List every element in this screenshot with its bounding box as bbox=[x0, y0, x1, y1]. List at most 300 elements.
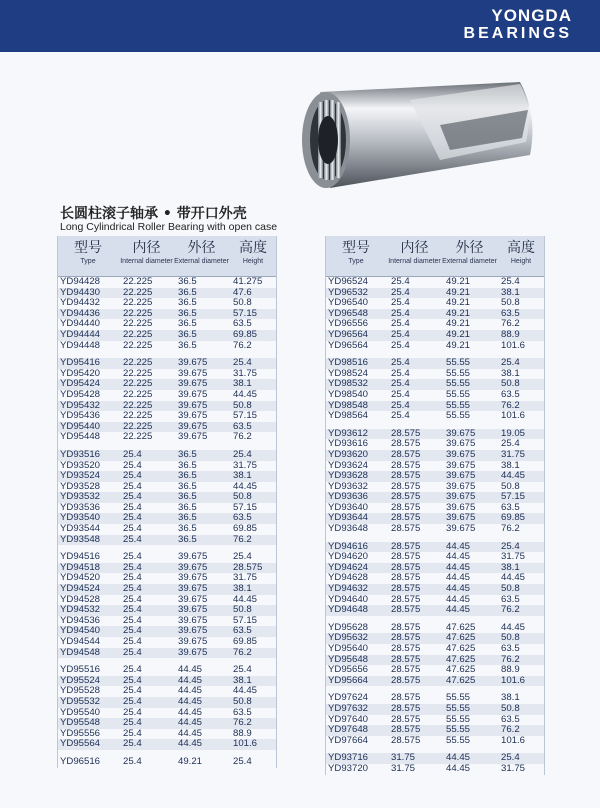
cell-external-diameter: 36.5 bbox=[178, 501, 197, 513]
cell-type: YD94648 bbox=[328, 604, 369, 616]
cell-internal-diameter: 22.225 bbox=[123, 307, 153, 319]
cell-type: YD97664 bbox=[328, 734, 369, 746]
cell-height: 31.75 bbox=[233, 572, 258, 584]
cell-type: YD95516 bbox=[60, 664, 101, 676]
cell-internal-diameter: 22.225 bbox=[123, 276, 153, 287]
cell-type: YD95628 bbox=[328, 621, 369, 633]
cell-internal-diameter: 22.225 bbox=[123, 410, 153, 422]
cell-height: 38.1 bbox=[233, 378, 252, 390]
cell-type: YD93616 bbox=[328, 438, 369, 450]
cell-internal-diameter: 25.4 bbox=[123, 523, 142, 535]
cell-external-diameter: 44.45 bbox=[446, 583, 471, 595]
cell-height: 31.75 bbox=[501, 762, 526, 774]
cell-internal-diameter: 28.575 bbox=[391, 523, 421, 535]
cell-type: YD97648 bbox=[328, 724, 369, 736]
cell-external-diameter: 44.45 bbox=[178, 738, 203, 750]
cell-height: 25.4 bbox=[501, 540, 520, 552]
cell-internal-diameter: 28.575 bbox=[391, 653, 421, 665]
cell-external-diameter: 36.5 bbox=[178, 318, 197, 330]
cell-type: YD93612 bbox=[328, 427, 369, 439]
cell-external-diameter: 55.55 bbox=[446, 367, 471, 379]
cell-external-diameter: 39.675 bbox=[446, 470, 476, 482]
cell-height: 76.2 bbox=[233, 533, 252, 545]
cell-external-diameter: 49.21 bbox=[446, 328, 471, 340]
header-type: 型号 Type bbox=[342, 240, 370, 265]
cell-external-diameter: 39.675 bbox=[178, 551, 208, 563]
cell-height: 63.5 bbox=[233, 625, 252, 637]
table-row bbox=[325, 704, 545, 715]
cell-height: 63.5 bbox=[233, 420, 252, 432]
cell-external-diameter: 39.675 bbox=[446, 448, 476, 460]
cell-type: YD94448 bbox=[60, 339, 101, 351]
cell-internal-diameter: 22.225 bbox=[123, 388, 153, 400]
cell-external-diameter: 39.675 bbox=[178, 410, 208, 422]
cell-type: YD93648 bbox=[328, 523, 369, 535]
cell-type: YD94428 bbox=[60, 276, 101, 287]
cell-internal-diameter: 22.225 bbox=[123, 328, 153, 340]
cell-internal-diameter: 31.75 bbox=[391, 762, 416, 774]
cell-internal-diameter: 25.4 bbox=[123, 625, 142, 637]
cell-internal-diameter: 25.4 bbox=[391, 286, 410, 298]
cell-internal-diameter: 25.4 bbox=[123, 695, 142, 707]
section-title-chinese: 长圆柱滚子轴承 • 带开口外壳 bbox=[60, 206, 247, 222]
cell-internal-diameter: 25.4 bbox=[123, 480, 142, 492]
cell-external-diameter: 49.21 bbox=[446, 307, 471, 319]
cell-internal-diameter: 31.75 bbox=[391, 752, 416, 764]
cell-height: 38.1 bbox=[501, 286, 520, 298]
cell-external-diameter: 39.675 bbox=[178, 604, 208, 616]
cell-internal-diameter: 25.4 bbox=[123, 533, 142, 545]
cell-height: 88.9 bbox=[501, 328, 520, 340]
cell-type: YD95640 bbox=[328, 643, 369, 654]
cell-height: 44.45 bbox=[501, 621, 526, 633]
cell-height: 47.6 bbox=[233, 286, 252, 298]
cell-type: YD98516 bbox=[328, 357, 369, 369]
table-row bbox=[57, 341, 277, 352]
cell-height: 50.8 bbox=[233, 604, 252, 616]
table-row bbox=[325, 524, 545, 535]
cell-internal-diameter: 28.575 bbox=[391, 713, 421, 725]
cell-type: YD96564 bbox=[328, 339, 369, 351]
cell-type: YD94440 bbox=[60, 318, 101, 330]
table-row bbox=[325, 736, 545, 747]
cell-type: YD95420 bbox=[60, 367, 101, 379]
header-internal-diameter: 内径 Internal diameter bbox=[388, 240, 441, 265]
cell-external-diameter: 55.55 bbox=[446, 410, 471, 422]
cell-internal-diameter: 25.4 bbox=[123, 664, 142, 676]
cell-internal-diameter: 25.4 bbox=[391, 367, 410, 379]
cell-external-diameter: 55.55 bbox=[446, 357, 471, 369]
cell-height: 101.6 bbox=[501, 734, 526, 746]
cell-height: 25.4 bbox=[233, 357, 252, 369]
cell-height: 31.75 bbox=[233, 367, 258, 379]
cell-type: YD93516 bbox=[60, 448, 101, 460]
table-row bbox=[57, 697, 277, 708]
cell-internal-diameter: 28.575 bbox=[391, 593, 421, 605]
cell-internal-diameter: 28.575 bbox=[391, 604, 421, 616]
cell-height: 57.15 bbox=[501, 491, 526, 503]
table-row bbox=[325, 330, 545, 341]
cell-external-diameter: 44.45 bbox=[446, 561, 471, 573]
table-row bbox=[325, 644, 545, 655]
cell-external-diameter: 39.675 bbox=[178, 399, 208, 411]
cell-internal-diameter: 22.225 bbox=[123, 431, 153, 443]
cell-type: YD94436 bbox=[60, 307, 101, 319]
cell-external-diameter: 36.5 bbox=[178, 286, 197, 298]
cell-external-diameter: 36.5 bbox=[178, 512, 197, 524]
cell-internal-diameter: 28.575 bbox=[391, 501, 421, 513]
cell-internal-diameter: 25.4 bbox=[123, 706, 142, 718]
cell-type: YD95448 bbox=[60, 431, 101, 443]
cell-height: 50.8 bbox=[501, 378, 520, 390]
cell-external-diameter: 36.5 bbox=[178, 480, 197, 492]
cell-external-diameter: 39.675 bbox=[178, 646, 208, 658]
table-row bbox=[325, 605, 545, 616]
cell-height: 69.85 bbox=[233, 328, 258, 340]
cell-internal-diameter: 28.575 bbox=[391, 674, 421, 686]
cell-internal-diameter: 25.4 bbox=[391, 276, 410, 287]
cell-external-diameter: 36.5 bbox=[178, 533, 197, 545]
cell-height: 25.4 bbox=[501, 357, 520, 369]
table-row bbox=[325, 411, 545, 422]
cell-external-diameter: 39.675 bbox=[178, 367, 208, 379]
table-header bbox=[57, 236, 277, 277]
cell-type: YD98548 bbox=[328, 399, 369, 411]
cell-type: YD95632 bbox=[328, 632, 369, 644]
cell-external-diameter: 36.5 bbox=[178, 307, 197, 319]
cell-type: YD96556 bbox=[328, 318, 369, 330]
cell-type: YD98564 bbox=[328, 410, 369, 422]
cell-type: YD94540 bbox=[60, 625, 101, 637]
cell-type: YD93644 bbox=[328, 512, 369, 524]
cell-type: YD98524 bbox=[328, 367, 369, 379]
header-type: 型号 Type bbox=[74, 240, 102, 265]
cell-internal-diameter: 25.4 bbox=[123, 593, 142, 605]
table-row bbox=[325, 390, 545, 401]
cell-height: 63.5 bbox=[233, 706, 252, 718]
cell-type: YD95564 bbox=[60, 738, 101, 750]
cell-internal-diameter: 25.4 bbox=[391, 328, 410, 340]
cell-external-diameter: 55.55 bbox=[446, 378, 471, 390]
cell-internal-diameter: 25.4 bbox=[391, 339, 410, 351]
table-row bbox=[57, 637, 277, 648]
cell-height: 63.5 bbox=[501, 307, 520, 319]
table-row bbox=[57, 739, 277, 750]
cell-height: 41.275 bbox=[233, 276, 263, 287]
cell-internal-diameter: 28.575 bbox=[391, 470, 421, 482]
cell-internal-diameter: 28.575 bbox=[391, 561, 421, 573]
cell-internal-diameter: 28.575 bbox=[391, 583, 421, 595]
cell-height: 76.2 bbox=[501, 399, 520, 411]
cell-external-diameter: 39.675 bbox=[178, 636, 208, 647]
cell-external-diameter: 44.45 bbox=[446, 540, 471, 552]
cell-type: YD95648 bbox=[328, 653, 369, 665]
cell-height: 63.5 bbox=[233, 512, 252, 524]
table-row bbox=[325, 676, 545, 687]
cell-height: 38.1 bbox=[233, 583, 252, 595]
cell-internal-diameter: 22.225 bbox=[123, 357, 153, 369]
cell-internal-diameter: 25.4 bbox=[391, 297, 410, 309]
header-external-diameter: 外径 External diameter bbox=[442, 240, 497, 265]
cell-height: 76.2 bbox=[233, 646, 252, 658]
cell-internal-diameter: 25.4 bbox=[123, 491, 142, 503]
cell-type: YD96516 bbox=[60, 755, 101, 767]
cell-type: YD94520 bbox=[60, 572, 101, 584]
cell-internal-diameter: 28.575 bbox=[391, 664, 421, 676]
cell-external-diameter: 44.45 bbox=[178, 706, 203, 718]
cell-internal-diameter: 25.4 bbox=[123, 727, 142, 739]
cell-type: YD94430 bbox=[60, 286, 101, 298]
table-row bbox=[57, 450, 277, 461]
cell-type: YD96548 bbox=[328, 307, 369, 319]
cell-internal-diameter: 28.575 bbox=[391, 551, 421, 563]
cell-external-diameter: 44.45 bbox=[446, 551, 471, 563]
cell-type: YD95424 bbox=[60, 378, 101, 390]
cell-type: YD94544 bbox=[60, 636, 101, 647]
cell-height: 25.4 bbox=[233, 755, 252, 767]
cell-type: YD95528 bbox=[60, 685, 101, 697]
cell-external-diameter: 39.675 bbox=[178, 614, 208, 626]
cell-height: 101.6 bbox=[501, 410, 526, 422]
cell-height: 63.5 bbox=[233, 318, 252, 330]
cell-type: YD95548 bbox=[60, 717, 101, 729]
cell-external-diameter: 44.45 bbox=[446, 752, 471, 764]
cell-external-diameter: 39.675 bbox=[446, 501, 476, 513]
cell-internal-diameter: 28.575 bbox=[391, 512, 421, 524]
cell-height: 44.45 bbox=[501, 572, 526, 584]
cell-internal-diameter: 22.225 bbox=[123, 286, 153, 298]
brand-logo bbox=[464, 6, 572, 43]
cell-external-diameter: 49.21 bbox=[446, 318, 471, 330]
cell-type: YD98532 bbox=[328, 378, 369, 390]
cell-internal-diameter: 28.575 bbox=[391, 459, 421, 471]
table-row bbox=[57, 432, 277, 443]
cell-height: 25.4 bbox=[501, 752, 520, 764]
cell-external-diameter: 47.625 bbox=[446, 674, 476, 686]
cell-height: 76.2 bbox=[233, 431, 252, 443]
cell-internal-diameter: 28.575 bbox=[391, 621, 421, 633]
cell-height: 69.85 bbox=[233, 636, 258, 647]
table-row bbox=[57, 390, 277, 401]
cell-type: YD93528 bbox=[60, 480, 101, 492]
cell-external-diameter: 39.675 bbox=[178, 593, 208, 605]
cell-external-diameter: 44.45 bbox=[446, 593, 471, 605]
table-body bbox=[57, 277, 277, 768]
cell-height: 50.8 bbox=[501, 632, 520, 644]
cell-type: YD93532 bbox=[60, 491, 101, 503]
cell-external-diameter: 55.55 bbox=[446, 702, 471, 714]
cell-type: YD94518 bbox=[60, 561, 101, 573]
cell-height: 63.5 bbox=[501, 643, 520, 654]
cell-height: 25.4 bbox=[233, 551, 252, 563]
cell-internal-diameter: 28.575 bbox=[391, 632, 421, 644]
cell-type: YD96532 bbox=[328, 286, 369, 298]
spec-table-left bbox=[57, 236, 277, 768]
cell-external-diameter: 44.45 bbox=[446, 572, 471, 584]
cell-external-diameter: 55.55 bbox=[446, 713, 471, 725]
cell-type: YD94516 bbox=[60, 551, 101, 563]
table-body bbox=[325, 277, 545, 775]
cell-height: 31.75 bbox=[501, 448, 526, 460]
cell-internal-diameter: 25.4 bbox=[123, 448, 142, 460]
cell-type: YD96524 bbox=[328, 276, 369, 287]
bearing-illustration bbox=[290, 80, 540, 190]
cell-internal-diameter: 25.4 bbox=[391, 357, 410, 369]
table-row bbox=[57, 277, 277, 288]
cell-height: 101.6 bbox=[501, 339, 526, 351]
cell-external-diameter: 36.5 bbox=[178, 276, 197, 287]
cell-internal-diameter: 22.225 bbox=[123, 297, 153, 309]
cell-height: 38.1 bbox=[501, 367, 520, 379]
cell-height: 25.4 bbox=[501, 438, 520, 450]
cell-height: 63.5 bbox=[501, 713, 520, 725]
cell-type: YD97624 bbox=[328, 692, 369, 704]
cell-height: 50.8 bbox=[233, 491, 252, 503]
cell-internal-diameter: 28.575 bbox=[391, 438, 421, 450]
cell-external-diameter: 39.675 bbox=[446, 427, 476, 439]
cell-internal-diameter: 25.4 bbox=[123, 604, 142, 616]
cell-type: YD95428 bbox=[60, 388, 101, 400]
cell-internal-diameter: 25.4 bbox=[123, 561, 142, 573]
cell-height: 44.45 bbox=[233, 388, 258, 400]
cell-height: 76.2 bbox=[233, 339, 252, 351]
cell-height: 44.45 bbox=[233, 480, 258, 492]
cell-height: 25.4 bbox=[233, 448, 252, 460]
cell-height: 19.05 bbox=[501, 427, 526, 439]
cell-internal-diameter: 28.575 bbox=[391, 734, 421, 746]
cell-type: YD93536 bbox=[60, 501, 101, 513]
cell-type: YD93548 bbox=[60, 533, 101, 545]
cell-external-diameter: 55.55 bbox=[446, 399, 471, 411]
cell-external-diameter: 39.675 bbox=[446, 459, 476, 471]
cell-internal-diameter: 25.4 bbox=[391, 410, 410, 422]
table-row bbox=[57, 535, 277, 546]
cell-type: YD95436 bbox=[60, 410, 101, 422]
table-row bbox=[57, 648, 277, 659]
cell-external-diameter: 47.625 bbox=[446, 653, 476, 665]
cell-external-diameter: 39.675 bbox=[178, 431, 208, 443]
cell-external-diameter: 39.675 bbox=[446, 480, 476, 492]
cell-internal-diameter: 28.575 bbox=[391, 480, 421, 492]
table-row bbox=[325, 450, 545, 461]
cell-type: YD94616 bbox=[328, 540, 369, 552]
cell-type: YD94444 bbox=[60, 328, 101, 340]
cell-external-diameter: 39.675 bbox=[178, 572, 208, 584]
cell-type: YD94628 bbox=[328, 572, 369, 584]
cell-internal-diameter: 22.225 bbox=[123, 420, 153, 432]
cell-external-diameter: 36.5 bbox=[178, 523, 197, 535]
cell-type: YD95664 bbox=[328, 674, 369, 686]
cell-external-diameter: 47.625 bbox=[446, 664, 476, 676]
cell-height: 38.1 bbox=[501, 561, 520, 573]
cell-height: 76.2 bbox=[501, 523, 520, 535]
cell-external-diameter: 44.45 bbox=[178, 664, 203, 676]
cell-type: YD94624 bbox=[328, 561, 369, 573]
cell-height: 50.8 bbox=[233, 695, 252, 707]
cell-height: 28.575 bbox=[233, 561, 263, 573]
cell-internal-diameter: 25.4 bbox=[391, 399, 410, 411]
cell-external-diameter: 49.21 bbox=[446, 276, 471, 287]
cell-type: YD94632 bbox=[328, 583, 369, 595]
cell-internal-diameter: 28.575 bbox=[391, 491, 421, 503]
cell-height: 76.2 bbox=[233, 717, 252, 729]
cell-height: 44.45 bbox=[501, 470, 526, 482]
cell-external-diameter: 47.625 bbox=[446, 632, 476, 644]
cell-external-diameter: 44.45 bbox=[446, 762, 471, 774]
cell-height: 25.4 bbox=[501, 276, 520, 287]
cell-type: YD96540 bbox=[328, 297, 369, 309]
cell-external-diameter: 55.55 bbox=[446, 692, 471, 704]
header-height: 高度 Height bbox=[239, 240, 267, 265]
cell-internal-diameter: 25.4 bbox=[123, 501, 142, 513]
cell-external-diameter: 36.5 bbox=[178, 459, 197, 471]
cell-external-diameter: 44.45 bbox=[178, 727, 203, 739]
cell-internal-diameter: 25.4 bbox=[123, 459, 142, 471]
cell-type: YD95440 bbox=[60, 420, 101, 432]
cell-internal-diameter: 28.575 bbox=[391, 702, 421, 714]
table-row bbox=[325, 764, 545, 775]
cell-type: YD95416 bbox=[60, 357, 101, 369]
cell-height: 38.1 bbox=[233, 674, 252, 686]
cell-type: YD93540 bbox=[60, 512, 101, 524]
table-row bbox=[57, 757, 277, 768]
section-title-english: Long Cylindrical Roller Bearing with open case bbox=[60, 221, 278, 233]
cell-height: 50.8 bbox=[501, 297, 520, 309]
cell-external-diameter: 39.675 bbox=[178, 583, 208, 595]
cell-height: 50.8 bbox=[501, 480, 520, 492]
cell-height: 101.6 bbox=[233, 738, 258, 750]
cell-type: YD93632 bbox=[328, 480, 369, 492]
cell-external-diameter: 39.675 bbox=[178, 378, 208, 390]
cell-height: 38.1 bbox=[501, 692, 520, 704]
table-row bbox=[325, 277, 545, 288]
cell-height: 44.45 bbox=[233, 685, 258, 697]
cell-internal-diameter: 25.4 bbox=[123, 717, 142, 729]
cell-height: 25.4 bbox=[233, 664, 252, 676]
cell-height: 63.5 bbox=[501, 593, 520, 605]
cell-type: YD95556 bbox=[60, 727, 101, 739]
cell-type: YD93716 bbox=[328, 752, 369, 764]
page-header-band bbox=[0, 0, 600, 52]
cell-external-diameter: 44.45 bbox=[178, 717, 203, 729]
cell-internal-diameter: 25.4 bbox=[123, 636, 142, 647]
cell-external-diameter: 44.45 bbox=[446, 604, 471, 616]
cell-type: YD93524 bbox=[60, 470, 101, 482]
cell-internal-diameter: 25.4 bbox=[123, 685, 142, 697]
cell-external-diameter: 49.21 bbox=[446, 339, 471, 351]
cell-internal-diameter: 25.4 bbox=[123, 674, 142, 686]
cell-external-diameter: 47.625 bbox=[446, 643, 476, 654]
header-internal-diameter: 内径 Internal diameter bbox=[120, 240, 173, 265]
cell-internal-diameter: 28.575 bbox=[391, 692, 421, 704]
cell-internal-diameter: 22.225 bbox=[123, 339, 153, 351]
cell-type: YD95656 bbox=[328, 664, 369, 676]
cell-type: YD94548 bbox=[60, 646, 101, 658]
cell-type: YD97640 bbox=[328, 713, 369, 725]
cell-external-diameter: 39.675 bbox=[178, 420, 208, 432]
cell-internal-diameter: 25.4 bbox=[123, 470, 142, 482]
table-row bbox=[325, 341, 545, 352]
spec-table-right bbox=[325, 236, 545, 775]
cell-internal-diameter: 25.4 bbox=[123, 738, 142, 750]
cell-height: 50.8 bbox=[501, 702, 520, 714]
cell-type: YD93544 bbox=[60, 523, 101, 535]
cell-external-diameter: 36.5 bbox=[178, 339, 197, 351]
cell-type: YD96564 bbox=[328, 328, 369, 340]
cell-type: YD93636 bbox=[328, 491, 369, 503]
cell-type: YD94524 bbox=[60, 583, 101, 595]
cell-internal-diameter: 22.225 bbox=[123, 399, 153, 411]
